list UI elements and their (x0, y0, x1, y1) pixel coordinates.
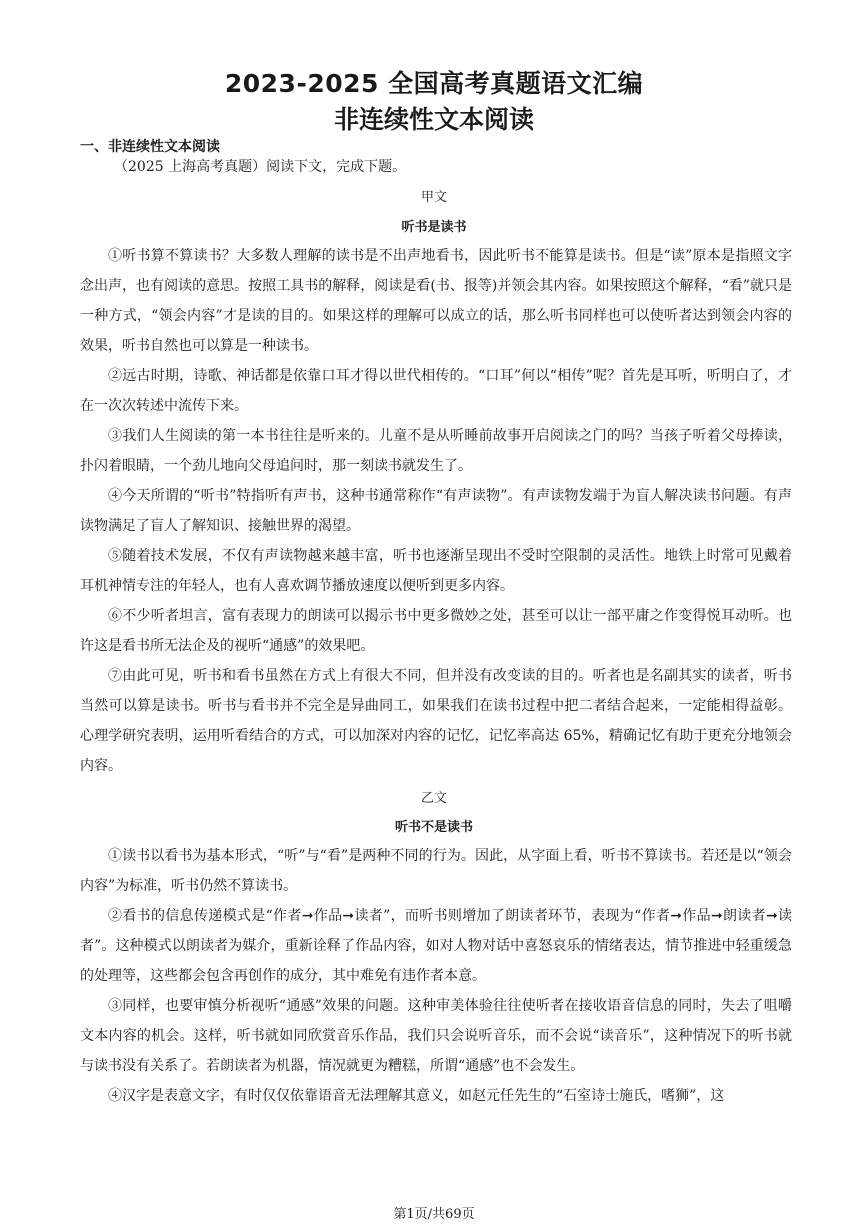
text-b-title: 听书不是读书 (394, 820, 473, 835)
text-b-paragraph-1: ①读书以看书为基本形式，“听”与“看”是两种不同的行为。因此，从字面上看，听书不算读书。若还是以“领会内容”为标准，听书仍然不算读书。 (80, 848, 792, 894)
section-heading: 一、非连续性文本阅读 (80, 139, 220, 155)
text-a-paragraph-4: ④今天所谓的“听书”特指听有声书，这种书通常称作“有声读物”。有声读物发端于为盲人解决读书问题。有声读物满足了盲人了解知识、接触世界的渴望。 (80, 488, 792, 534)
text-a-paragraph-7: ⑦由此可见，听书和看书虽然在方式上有很大不同，但并没有改变读的目的。听者也是名副其实的读者，听书当然可以算是读书。听书与看书并不完全是异曲同工，如果我们在读书过程中把二者结合起来，一定能相得益彰。心理学研究表明，运用听看结合的方式，可以加深对内容的记忆，记忆率高达 65%，精确记忆有助于更充分地领会内容。 (80, 668, 792, 774)
text-b-paragraph-4: ④汉字是表意文字，有时仅仅依靠语音无法理解其意义，如赵元任先生的“石室诗士施氏，嗜狮”，这 (108, 1088, 725, 1104)
text-b-label: 乙文 (420, 791, 447, 806)
text-b-paragraph-3: ③同样，也要审慎分析视听“通感”效果的问题。这种审美体验往往使听者在接收语音信息的同时，失去了咀嚼文本内容的机会。这样，听书就如同欣赏音乐作品，我们只会说听音乐，而不会说“读音乐”，这种情况下的听书就与读书没有关系了。若朗读者为机器，情况就更为糟糕，所谓“通感”也不会发生。 (80, 998, 792, 1074)
page-number: 第1页/共69页 (393, 1207, 475, 1222)
text-a-paragraph-2: ②远古时期，诗歌、神话都是依靠口耳才得以世代相传的。“口耳”何以“相传”呢？首先是耳听，听明白了，才在一次次转述中流传下来。 (80, 368, 792, 414)
text-a-title: 听书是读书 (401, 220, 467, 235)
text-a-paragraph-1: ①听书算不算读书？大多数人理解的读书是不出声地看书，因此听书不能算是读书。但是“读”原本是指照文字念出声，也有阅读的意思。按照工具书的解释，阅读是看(书、报等)并领会其内容。如果按照这个解释，“看”就只是一种方式，“领会内容”才是读的目的。如果这样的理解可以成立的话，那么听书同样也可以使听者达到领会内容的效果，听书自然也可以算是一种读书。 (80, 248, 792, 354)
document-subtitle: 非连续性文本阅读 (333, 105, 534, 134)
question-intro: （2025 上海高考真题）阅读下文，完成下题。 (114, 159, 407, 175)
text-a-paragraph-5: ⑤随着技术发展，不仅有声读物越来越丰富，听书也逐渐呈现出不受时空限制的灵活性。地铁上时常可见戴着耳机神情专注的年轻人，也有人喜欢调节播放速度以便听到更多内容。 (80, 548, 792, 594)
text-b-paragraph-2: ②看书的信息传递模式是“作者➞作品➞读者”，而听书则增加了朗读者环节，表现为“作者➞作品➞朗读者➞读者”。这种模式以朗读者为媒介，重新诠释了作品内容，如对人物对话中喜怒哀乐的情绪表达，情节推进中轻重缓急的处理等，这些都会包含再创作的成分，其中难免有违作者本意。 (80, 908, 792, 984)
text-a-paragraph-3: ③我们人生阅读的第一本书往往是听来的。儿童不是从听睡前故事开启阅读之门的吗？当孩子听着父母捧读，扑闪着眼睛，一个劲儿地向父母追问时，那一刻读书就发生了。 (80, 428, 792, 474)
text-a-paragraph-6: ⑥不少听者坦言，富有表现力的朗读可以揭示书中更多微妙之处，甚至可以让一部平庸之作变得悦耳动听。也许这是看书所无法企及的视听“通感”的效果吧。 (80, 608, 792, 654)
document-title: 2023-2025 全国高考真题语文汇编 (224, 69, 644, 98)
text-a-label: 甲文 (420, 190, 447, 205)
